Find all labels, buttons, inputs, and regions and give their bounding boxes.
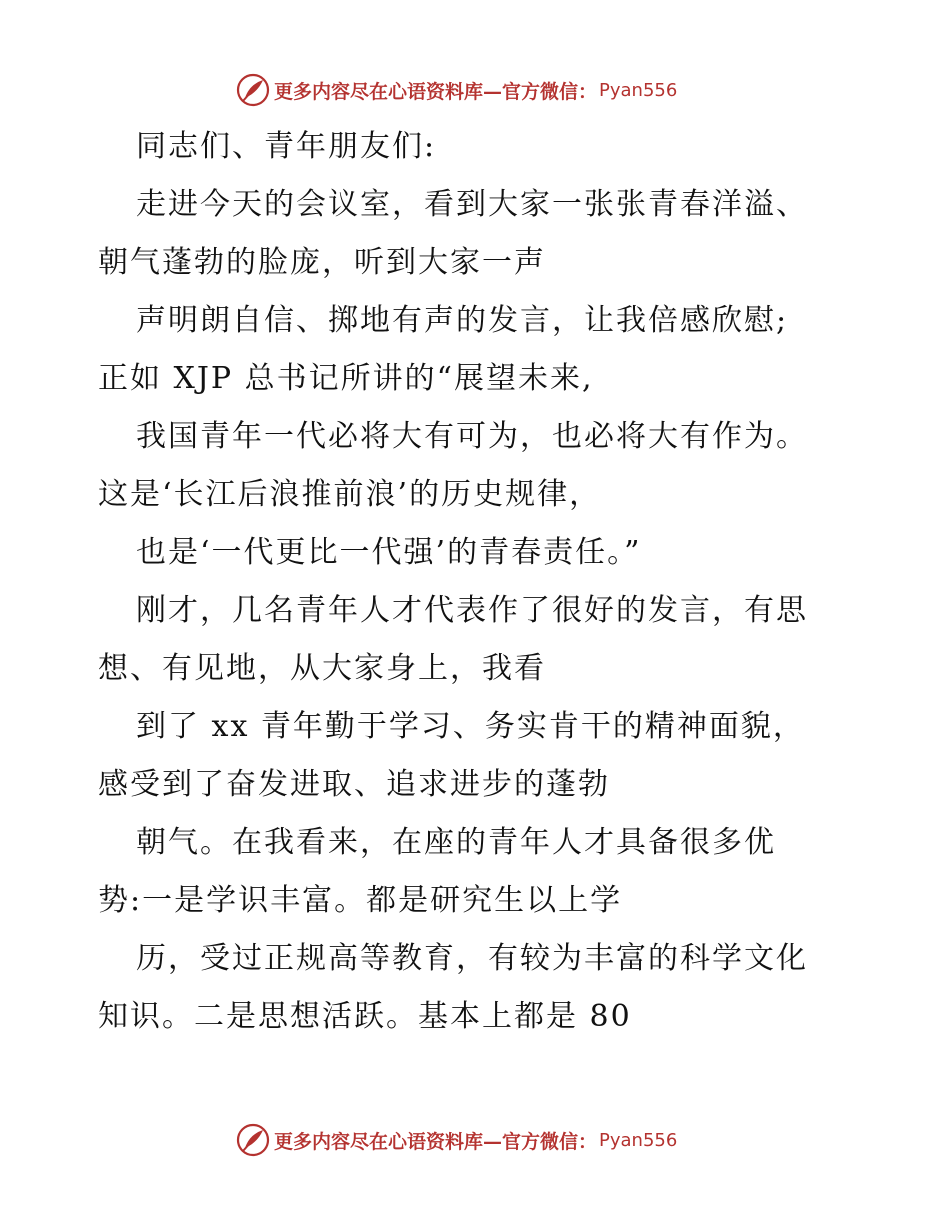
header-watermark-banner bbox=[236, 72, 716, 108]
banner-wechat-id: Pyan556 bbox=[599, 79, 678, 101]
paragraph-line: 我国青年一代必将大有可为，也必将大有作为。 bbox=[136, 419, 808, 454]
paragraph-line: 历，受过正规高等教育，有较为丰富的科学文化 bbox=[136, 941, 808, 976]
paragraph-line: 到了 xx 青年勤于学习、务实肯干的精神面貌， bbox=[136, 709, 805, 744]
paragraph-line: 刚才，几名青年人才代表作了很好的发言，有思 bbox=[136, 593, 808, 628]
paragraph-line: 知识。二是思想活跃。基本上都是 80 bbox=[98, 999, 632, 1034]
paragraph-line: 感受到了奋发进取、追求进步的蓬勃 bbox=[98, 767, 610, 802]
paragraph-line: 朝气。在我看来，在座的青年人才具备很多优 bbox=[136, 825, 776, 860]
paragraph-line: 走进今天的会议室，看到大家一张张青春洋溢、 bbox=[136, 187, 808, 222]
banner-text: 更多内容尽在心语资料库—官方微信： bbox=[274, 1130, 598, 1153]
paragraph-line: 同志们、青年朋友们: bbox=[136, 129, 437, 164]
banner-wechat-id: Pyan556 bbox=[599, 1129, 678, 1151]
paragraph-line: 声明朗自信、掷地有声的发言，让我倍感欣慰; bbox=[136, 303, 789, 338]
document-body bbox=[98, 118, 888, 1046]
feather-quill-icon bbox=[236, 73, 270, 107]
paragraph-line: 想、有见地，从大家身上，我看 bbox=[98, 651, 546, 686]
paragraph-line: 也是‘一代更比一代强’的青春责任。” bbox=[136, 535, 642, 570]
paragraph-line: 这是‘长江后浪推前浪’的历史规律， bbox=[98, 477, 602, 512]
banner-text: 更多内容尽在心语资料库—官方微信： bbox=[274, 80, 598, 103]
paragraph-line: 朝气蓬勃的脸庞，听到大家一声 bbox=[98, 245, 546, 280]
paragraph-line: 势:一是学识丰富。都是研究生以上学 bbox=[98, 883, 623, 918]
paragraph-line: 正如 XJP 总书记所讲的“展望未来, bbox=[98, 361, 594, 396]
feather-quill-icon bbox=[236, 1123, 270, 1157]
footer-watermark-banner bbox=[236, 1122, 716, 1158]
